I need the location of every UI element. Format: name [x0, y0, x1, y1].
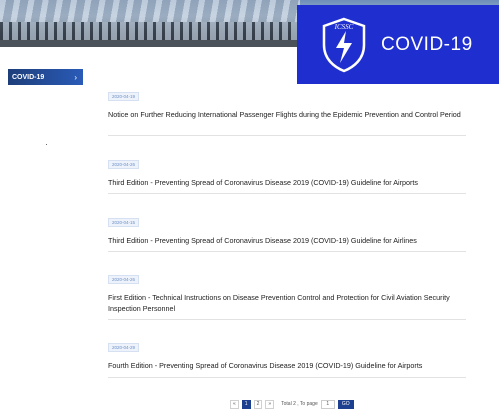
news-title-link[interactable]: First Edition - Technical Instructions on Disease Prevention Control and Protection for Civil Aviation Security Inspection Personnel [108, 293, 450, 313]
date-badge: 2020-04-15 [108, 218, 139, 227]
page-2-button[interactable]: 2 [254, 400, 263, 409]
list-item[interactable] [108, 334, 466, 378]
list-item[interactable] [108, 151, 466, 194]
news-title-link[interactable]: Third Edition - Preventing Spread of Coronavirus Disease 2019 (COVID-19) Guideline for Airlines [108, 236, 417, 245]
banner-roof-image [0, 0, 300, 22]
decorative-dot [46, 144, 47, 145]
news-title-link[interactable]: Notice on Further Reducing International Passenger Flights during the Epidemic Prevention and Control Period [108, 110, 461, 119]
logo-text: ICSSC [334, 22, 354, 31]
banner-road-image [0, 40, 300, 47]
list-item[interactable] [108, 83, 466, 136]
banner-building-image [0, 22, 300, 40]
news-title-link[interactable]: Fourth Edition - Preventing Spread of Coronavirus Disease 2019 (COVID-19) Guideline for Airports [108, 361, 423, 370]
date-badge: 2020-04-19 [108, 92, 139, 101]
date-badge: 2020-04-29 [108, 343, 139, 352]
sidebar-item-label: COVID-19 [12, 73, 45, 81]
page-number-input[interactable]: 1 [321, 400, 335, 409]
date-badge: 2020-04-26 [108, 275, 139, 284]
page-1-button[interactable]: 1 [242, 400, 251, 409]
next-page-button[interactable]: » [265, 400, 274, 409]
list-item[interactable] [108, 266, 466, 320]
prev-page-button[interactable]: « [230, 400, 239, 409]
news-title-link[interactable]: Third Edition - Preventing Spread of Coronavirus Disease 2019 (COVID-19) Guideline for Airports [108, 178, 419, 187]
covid-badge [297, 5, 499, 84]
total-pages-text: Total 2 , To page [281, 401, 318, 407]
sidebar-item-covid19[interactable] [8, 69, 83, 85]
pagination [230, 399, 354, 409]
chevron-right-icon: › [74, 72, 77, 82]
date-badge: 2020-04-26 [108, 160, 139, 169]
list-item[interactable] [108, 209, 466, 252]
go-button[interactable]: GO [338, 400, 354, 409]
badge-title: COVID-19 [381, 33, 473, 55]
shield-logo-icon [321, 17, 367, 73]
